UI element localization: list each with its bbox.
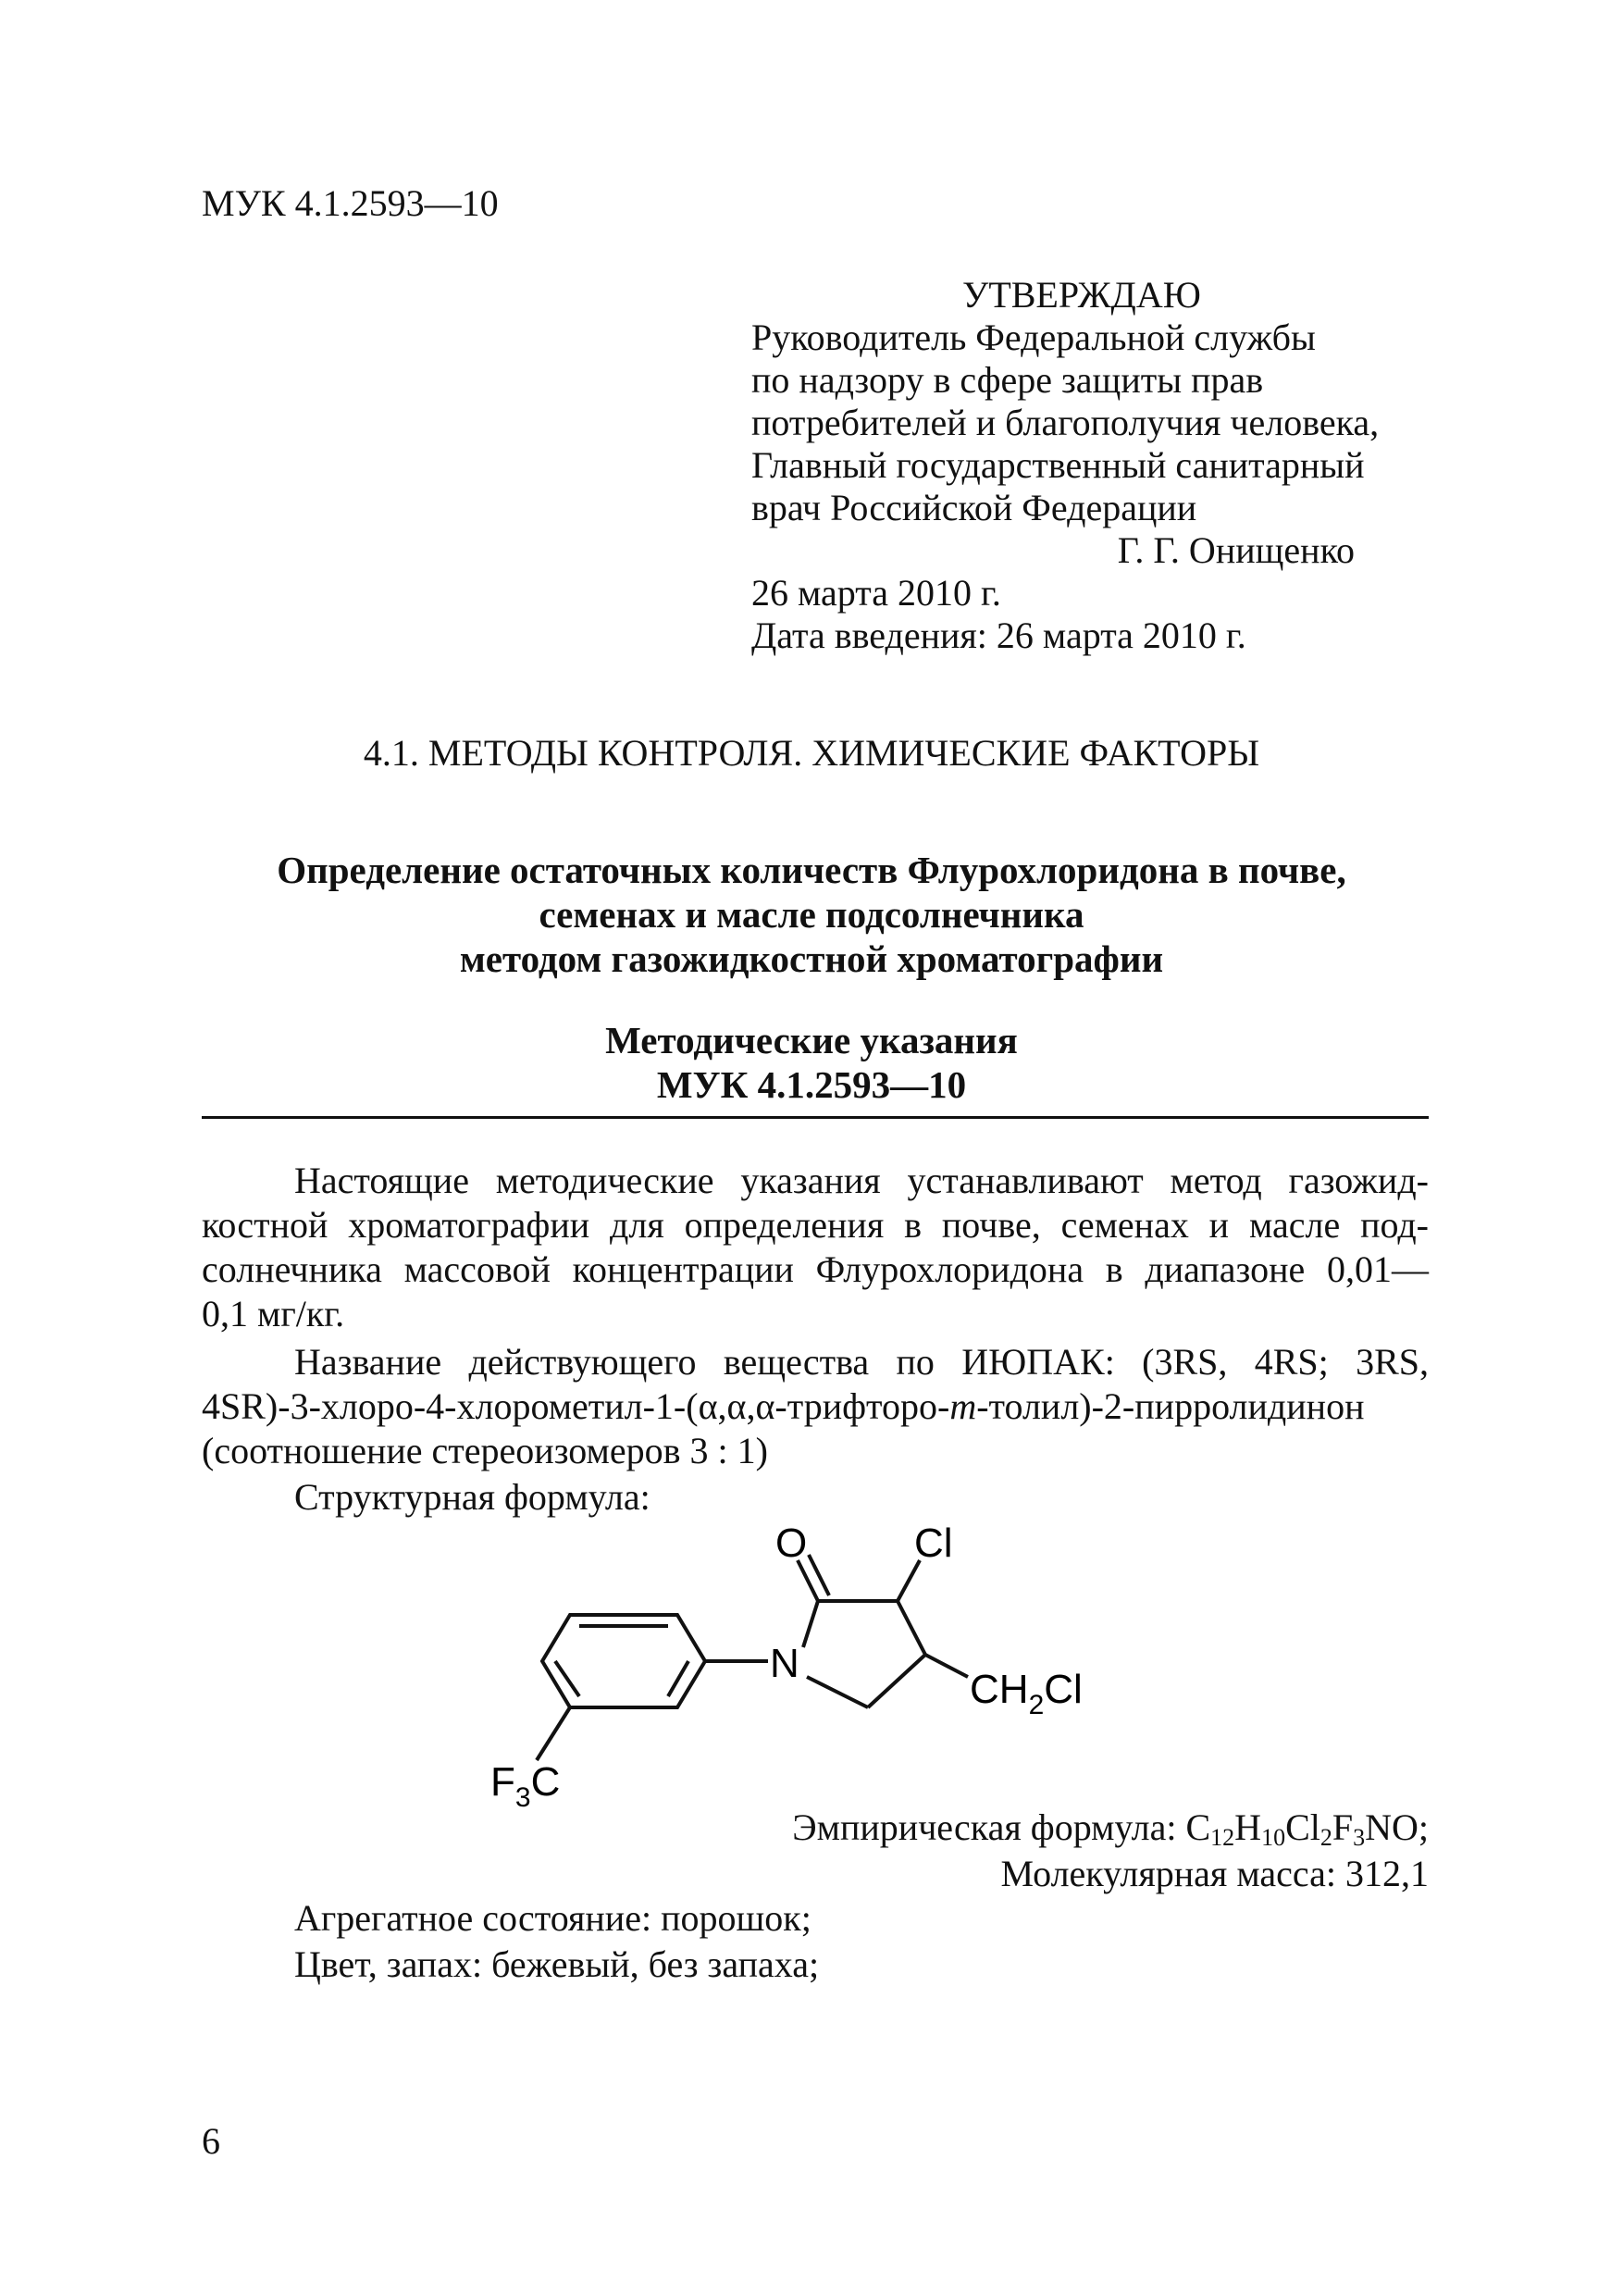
iupac-name-italic: m (949, 1385, 977, 1427)
approval-line: потребителей и благополучия человека, (751, 402, 1380, 443)
empirical-label: Эмпирическая формула: (792, 1806, 1186, 1848)
introduction-date: Дата введения: 26 марта 2010 г. (751, 614, 1246, 656)
molar-mass: Молекулярная масса: 312,1 (1000, 1853, 1429, 1894)
title-line: Определение остаточных количеств Флурохлоридона в почве, (277, 849, 1346, 891)
approval-date: 26 марта 2010 г. (751, 572, 1001, 614)
structural-formula-diagram (463, 1518, 1129, 1814)
subtitle-line: МУК 4.1.2593—10 (656, 1063, 967, 1106)
document-title (0, 848, 1623, 981)
paragraph-line: солнечника массовой концентрации Флурохлоридона в диапазоне 0,01— (202, 1248, 1429, 1290)
group-ch-sub: 2 (1028, 1690, 1045, 1720)
approval-line: Руководитель Федеральной службы (751, 316, 1316, 358)
formula-element: F (1332, 1806, 1354, 1848)
document-code: МУК 4.1.2593—10 (202, 182, 499, 224)
intro-paragraph (202, 1159, 1429, 1336)
title-line: методом газожидкостной хроматографии (459, 937, 1164, 980)
formula-subscript: 12 (1210, 1824, 1235, 1851)
bond-ch2cl (925, 1655, 968, 1677)
atom-oxygen: O (775, 1520, 808, 1566)
page-number: 6 (202, 2120, 220, 2162)
approval-line: Главный государственный санитарный (751, 444, 1365, 486)
paragraph-line: Настоящие методические указания устанавливают метод газожид- (294, 1160, 1429, 1201)
aggregate-state: Агрегатное состояние: порошок; (294, 1897, 812, 1939)
section-title: 4.1. МЕТОДЫ КОНТРОЛЯ. ХИМИЧЕСКИЕ ФАКТОРЫ (363, 732, 1260, 774)
group-f-sub: 3 (514, 1782, 531, 1813)
atom-chlorine: Cl (914, 1520, 953, 1566)
document-subtitle (0, 1018, 1623, 1107)
bond-cl (898, 1560, 920, 1601)
pyrrolidinone-ring (803, 1601, 925, 1707)
structural-formula-label: Структурная формула: (294, 1476, 650, 1518)
approval-line: по надзору в сфере защиты прав (751, 359, 1264, 401)
group-f: F (490, 1759, 515, 1805)
group-ch: CH (970, 1667, 1029, 1712)
empirical-value (1185, 1806, 1429, 1851)
paragraph-line (202, 1384, 1429, 1429)
formula-subscript: 2 (1319, 1824, 1332, 1851)
subtitle-line: Методические указания (605, 1019, 1018, 1061)
formula-subscript: 3 (1353, 1824, 1366, 1851)
bond-cf3 (537, 1707, 570, 1760)
formula-element: H (1234, 1806, 1262, 1848)
approval-block (751, 274, 1418, 657)
approval-line: врач Российской Федерации (751, 487, 1197, 528)
group-ch2cl (970, 1667, 1083, 1720)
empirical-formula (202, 1805, 1429, 1851)
paragraph-line: (соотношение стереоизомеров 3 : 1) (202, 1430, 768, 1471)
formula-element: Cl (1285, 1806, 1320, 1848)
color-smell: Цвет, запах: бежевый, без запаха; (294, 1943, 820, 1985)
title-divider (202, 1116, 1429, 1119)
iupac-name-part: 4SR)-3-хлоро-4-хлорометил-1-(α,α,α-трифторо- (202, 1385, 950, 1427)
formula-subscript: 10 (1261, 1824, 1286, 1851)
signatory-name: Г. Г. Онищенко (1117, 529, 1355, 571)
paragraph-line: Название действующего вещества по ИЮПАК: (3RS, 4RS; 3RS, (294, 1341, 1429, 1383)
group-f-c: C (530, 1759, 561, 1805)
benzene-ring (542, 1615, 705, 1707)
properties (294, 1895, 819, 1988)
approval-title: УТВЕРЖДАЮ (962, 274, 1201, 316)
iupac-paragraph (202, 1340, 1429, 1473)
group-ch-cl: Cl (1044, 1667, 1083, 1712)
formula-element: NO; (1365, 1806, 1429, 1848)
formula-info (202, 1805, 1429, 1897)
paragraph-line: костной хроматографии для определения в почве, семенах и масле под- (202, 1204, 1429, 1246)
title-line: семенах и масле подсолнечника (539, 893, 1084, 936)
paragraph-line: 0,1 мг/кг. (202, 1293, 345, 1334)
atom-nitrogen: N (770, 1641, 799, 1686)
iupac-name-part: -толил)-2-пирролидинон (976, 1385, 1365, 1427)
formula-element: C (1185, 1806, 1211, 1848)
